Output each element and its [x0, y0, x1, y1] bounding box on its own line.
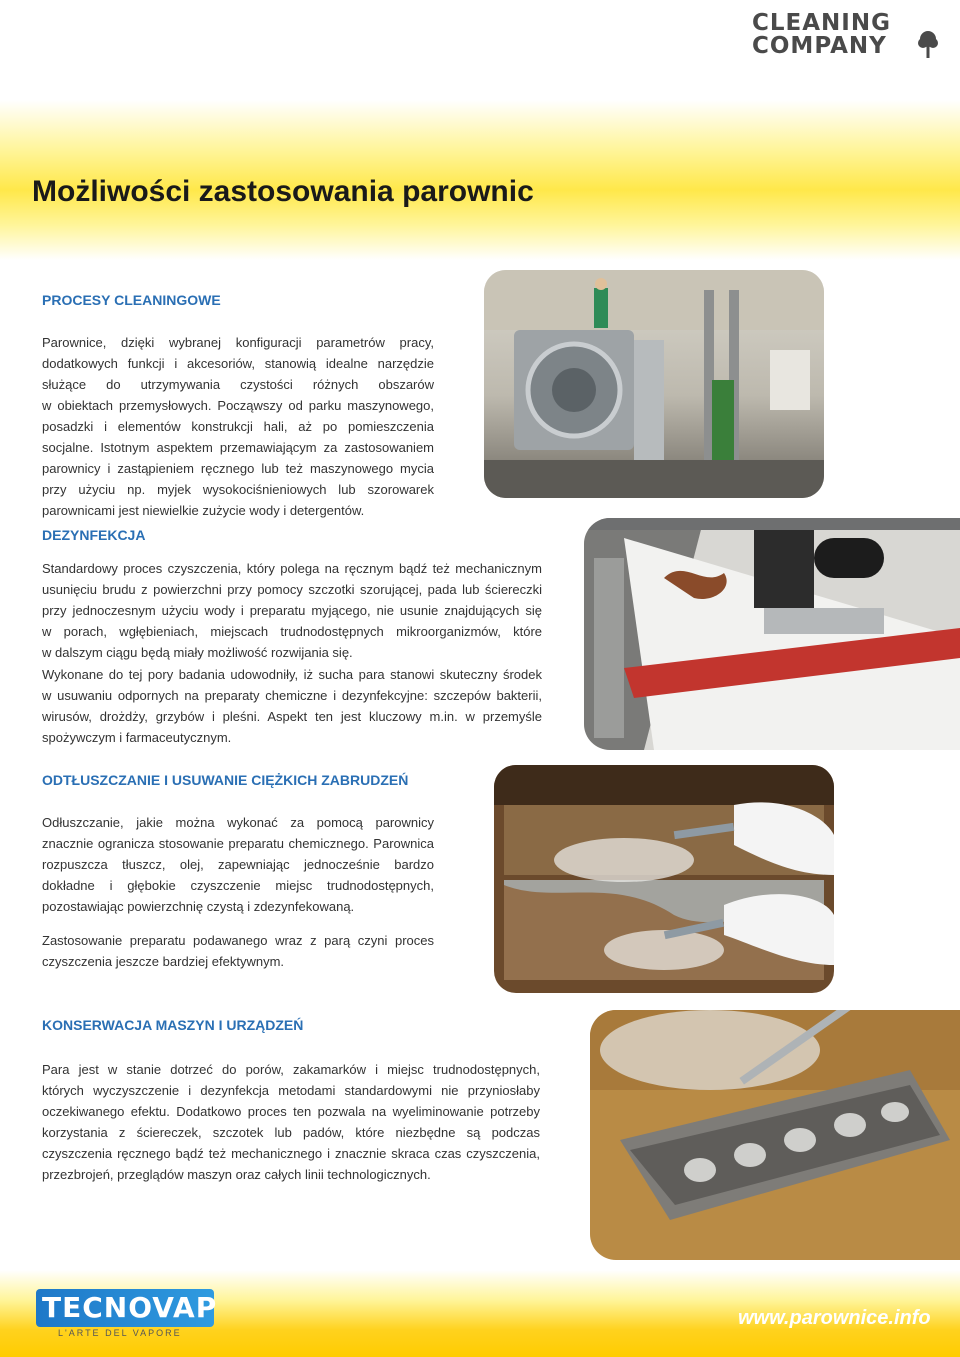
section-text-degreasing-2	[42, 930, 434, 972]
text-line: wirusów, drożdży, grzybów i pleśni. Aspekt ten jest kluczowy m.in. w przemyśle	[42, 709, 542, 724]
website-link[interactable]: www.parownice.info	[738, 1307, 931, 1329]
text-line: posadzki i elementów konstrukcji hali, aż po pomieszczenia	[42, 419, 434, 434]
text-line: parownicy i zastąpieniem ręcznego lub też maszynowego mycia	[42, 461, 434, 476]
tecnovap-logo	[36, 1289, 218, 1339]
page-title: Możliwości zastosowania parownic	[32, 175, 534, 208]
photo-degreasing-steam	[494, 765, 834, 993]
photo-industrial-hall-cleaning	[484, 270, 824, 498]
section-heading-disinfection: DEZYNFEKCJA	[42, 527, 146, 543]
text-line: przy użyciu np. myjek wysokociśnieniowych lub szorowarek	[42, 482, 434, 497]
section-text-degreasing	[42, 812, 434, 917]
text-line: w porach, wgłębieniach, miejscach trudnodostępnych mikroorganizmów, które	[42, 624, 542, 639]
section-heading-cleaning: PROCESY CLEANINGOWE	[42, 292, 221, 308]
section-heading-maintenance: KONSERWACJA MASZYN I URZĄDZEŃ	[42, 1017, 304, 1033]
text-line: służące do utrzymywania czystości różnych obszarów	[42, 377, 434, 392]
section-text-maintenance	[42, 1059, 540, 1185]
logo-line-1: CLEANING	[752, 10, 891, 36]
tecnovap-logo-box: TECNOVAP	[36, 1289, 214, 1327]
cleaning-company-logo	[752, 12, 942, 72]
text-line: przy jednoczesnym użyciu wody i preparatu myjącego, nie usunie znajdujących się	[42, 603, 542, 618]
text-line: pozostawiając powierzchnię czystą i zdezynfekowaną.	[42, 899, 355, 914]
tree-icon	[918, 30, 938, 60]
text-line: których wyczyszczenie i dezynfekcja metodami standardowymi nie przyniosłaby	[42, 1083, 540, 1098]
photo-conveyor-disinfection	[584, 518, 960, 750]
text-line: Odłuszczanie, jakie można wykonać za pomocą parownicy	[42, 815, 434, 830]
text-line: dodatkowych funkcji i akcesoriów, stanowią idealne narzędzie	[42, 356, 434, 371]
text-line: czyszczenia jeszcze bardziej efektywnym.	[42, 954, 285, 969]
section-heading-degreasing: ODTŁUSZCZANIE I USUWANIE CIĘŻKICH ZABRUDZEŃ	[42, 772, 409, 788]
text-line: czyszczenia ręcznego bądź też mechanicznego i znacznie skraca czas czyszczenia,	[42, 1146, 540, 1161]
text-line: Wykonane do tej pory badania udowodniły, iż sucha para stanowi skuteczny środek	[42, 667, 542, 682]
text-line: przezbrojeń, przeglądów maszyn oraz całych linii technologicznych.	[42, 1167, 431, 1182]
text-line: korzystania z ściereczek, szczotek lub padów, które niezbędne są podczas	[42, 1125, 540, 1140]
text-line: socjalne. Istotnym aspektem przemawiającym za zastosowaniem	[42, 440, 434, 455]
tecnovap-tagline: L'ARTE DEL VAPORE	[58, 1328, 182, 1338]
text-line: rozpuszcza tłuszcz, olej, zapewniając jednocześnie bardzo	[42, 857, 434, 872]
text-line: Standardowy proces czyszczenia, który polega na ręcznym bądź też mechanicznym	[42, 561, 542, 576]
text-line: parownicami jest niewielkie zużycie wody i detergentów.	[42, 503, 365, 518]
text-line: oczekiwanego efektu. Dodatkowo proces ten pozwala na wyeliminowanie potrzeby	[42, 1104, 540, 1119]
text-line: Para jest w stanie dotrzeć do porów, zakamarków i miejsc trudnodostępnych,	[42, 1062, 540, 1077]
text-line: usunięciu brudu z powierzchni przy pomocy szczotki szorującej, pada lub ściereczki	[42, 582, 542, 597]
text-line: Zastosowanie preparatu podawanego wraz z parą czyni proces	[42, 933, 434, 948]
text-line: dokładne i głębokie czyszczenie miejsc trudnodostępnych,	[42, 878, 434, 893]
section-text-disinfection	[42, 558, 542, 663]
photo-engine-head-cleaning	[590, 1010, 960, 1260]
logo-line-2: COMPANY	[752, 33, 887, 59]
text-line: w obiektach przemysłowych. Począwszy od parku maszynowego,	[42, 398, 434, 413]
text-line: znacznie ogranicza stosowanie preparatu chemicznego. Parownica	[42, 836, 434, 851]
section-text-disinfection-2	[42, 664, 542, 748]
section-text-cleaning	[42, 332, 434, 521]
text-line: spożywczym i farmaceutycznym.	[42, 730, 232, 745]
text-line: w dalszym ciągu będą miały możliwość rozwijania się.	[42, 645, 353, 660]
text-line: w usuwaniu odpornych na preparaty chemiczne i dezynfekcyjne: szczepów bakterii,	[42, 688, 542, 703]
text-line: Parownice, dzięki wybranej konfiguracji parametrów pracy,	[42, 335, 434, 350]
